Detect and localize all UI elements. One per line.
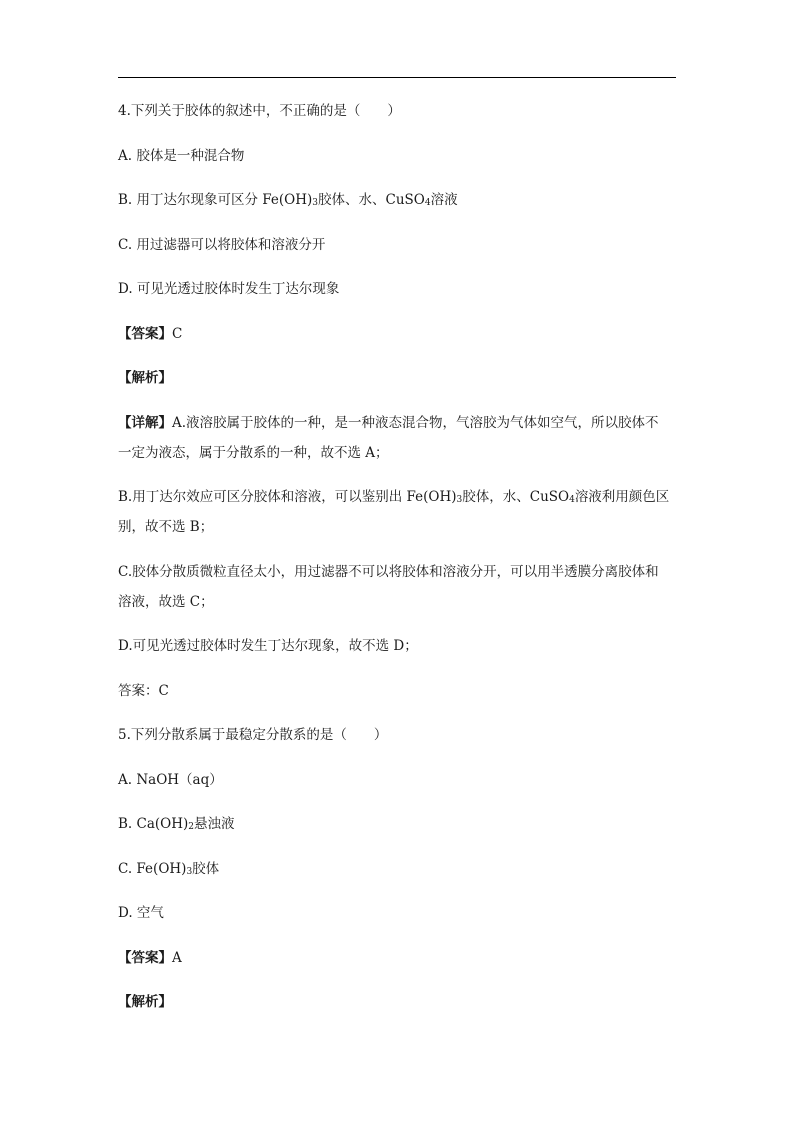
detail-c-line-2: 溶液，故选 C；: [118, 593, 214, 610]
detail-a-text: A.液溶胶属于胶体的一种，是一种液态混合物，气溶胶为气体如空气，所以胶体不: [172, 414, 659, 431]
option-c-text-post: 胶体: [192, 860, 220, 877]
question-5-option-b: [118, 812, 678, 836]
subscript: 3: [312, 198, 319, 208]
detail-b-line-2: 别，故不选 B；: [118, 519, 214, 535]
document-body: [118, 99, 678, 1014]
question-4-option-b: [118, 188, 678, 212]
answer-label: 【答案】: [118, 325, 172, 342]
question-4-answer: [118, 322, 678, 346]
option-b-text-post: 悬浊液: [194, 816, 235, 832]
option-b-text-pre: B. Ca(OH): [118, 816, 189, 832]
question-4-final-answer: 答案：C: [118, 682, 169, 699]
question-5-analysis-label: 【解析】: [118, 994, 172, 1010]
detail-b-text-mid: 胶体，水、CuSO: [462, 489, 570, 505]
detail-a-line-2: 一定为液态，属于分散系的一种，故不选 A；: [118, 444, 389, 461]
question-5-option-c: [118, 857, 678, 881]
subscript: 3: [456, 495, 463, 505]
option-b-text-post: 溶液: [430, 192, 458, 208]
option-b-text-pre: B. 用丁达尔现象可区分 Fe(OH): [118, 192, 313, 208]
question-5-stem: 5.下列分散系属于最稳定分散系的是（ ）: [118, 727, 388, 743]
detail-b-text-post: 溶液利用颜色区: [574, 489, 670, 505]
question-4-stem: 4.下列关于胶体的叙述中，不正确的是（ ）: [118, 103, 401, 119]
question-4-option-d: D. 可见光透过胶体时发生丁达尔现象: [118, 281, 340, 297]
question-4-analysis-label: 【解析】: [118, 370, 172, 386]
subscript: 3: [186, 866, 193, 877]
answer-label: 【答案】: [118, 949, 172, 966]
detail-b-text-pre: B.用丁达尔效应可区分胶体和溶液，可以鉴别出 Fe(OH): [118, 489, 457, 505]
option-c-text-pre: C. Fe(OH): [118, 860, 187, 877]
header-rule: [118, 77, 676, 78]
subscript: 2: [188, 822, 194, 832]
question-5-option-d: D. 空气: [118, 905, 164, 921]
detail-b-line-1: [118, 485, 678, 509]
answer-value: A: [172, 949, 182, 966]
subscript: 4: [424, 198, 431, 208]
subscript: 4: [569, 495, 575, 505]
detail-a-line-1: [118, 411, 678, 435]
question-5-option-a: A. NaOH（aq）: [118, 771, 223, 788]
option-b-text-mid: 胶体、水、CuSO: [318, 192, 425, 208]
question-4-option-a: A. 胶体是一种混合物: [118, 147, 245, 164]
question-5-answer: [118, 946, 678, 970]
detail-c-line-1: C.胶体分散质微粒直径太小，用过滤器不可以将胶体和溶液分开，可以用半透膜分离胶体和: [118, 563, 659, 580]
answer-value: C: [172, 325, 183, 342]
question-4-option-c: C. 用过滤器可以将胶体和溶液分开: [118, 236, 326, 253]
detail-d-line: D.可见光透过胶体时发生丁达尔现象，故不选 D；: [118, 638, 418, 654]
detail-label: 【详解】: [118, 414, 172, 431]
